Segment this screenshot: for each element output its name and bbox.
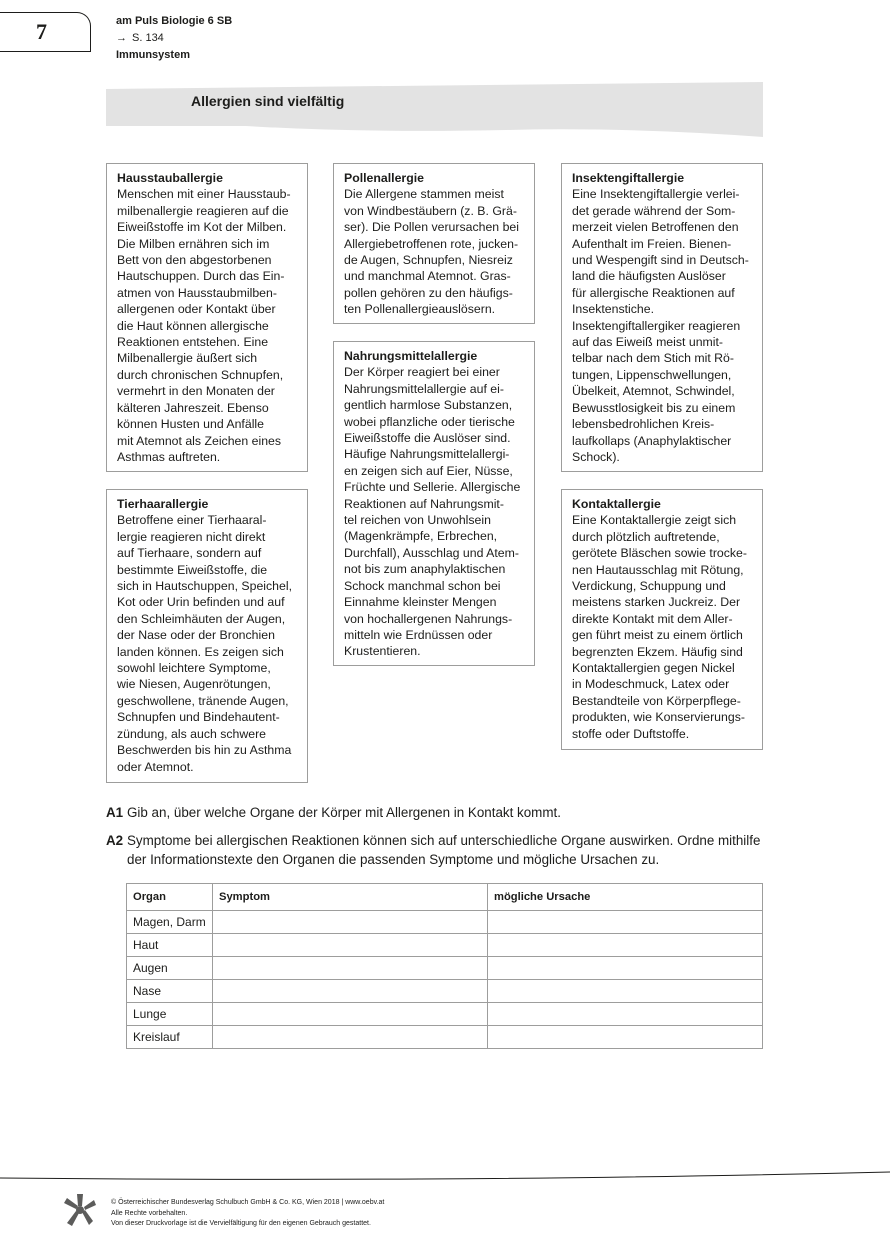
info-box-tierhaar (106, 489, 308, 783)
text-line: auf das Eiweiß meist unmit- (572, 335, 724, 350)
text-line: ten Pollenallergieauslösern. (344, 302, 496, 317)
text-line: Allergiebetroffenen rote, jucken- (344, 236, 519, 251)
text-line: durch chronischen Schnupfen, (117, 367, 284, 382)
text-line: Häufige Nahrungsmittelallergi- (344, 447, 510, 462)
table-row (127, 934, 763, 957)
text-line: Bestandteile von Körperpflege- (572, 693, 741, 708)
text-line: atmen von Hausstaubmilben- (117, 285, 277, 300)
text-line: mitteln wie Erdnüssen oder (344, 627, 493, 642)
text-line: zündung, als auch schwere (117, 726, 267, 741)
task-text: Symptome bei allergischen Reaktionen können sich auf unterschiedliche Organe auswirken. Ordne mithilfe der Informationstexte den Organen die passenden Symptome und mögliche Ursachen zu. (127, 833, 761, 867)
text-line: stoffe oder Duftstoffe. (572, 726, 690, 741)
text-line: wobei pflanzliche oder tierische (344, 414, 515, 429)
ursache-cell[interactable] (488, 980, 763, 1003)
organ-cell: Haut (127, 934, 213, 957)
text-line: direkte Kontakt mit dem Aller- (572, 611, 733, 626)
ursache-cell[interactable] (488, 1026, 763, 1049)
info-box-heading: Tierhaarallergie (117, 497, 209, 511)
footer-copyright: © Österreichischer Bundesverlag Schulbuch GmbH & Co. KG, Wien 2018 | www.oebv.at (111, 1199, 385, 1206)
symptom-cell[interactable] (213, 980, 488, 1003)
table-row (127, 957, 763, 980)
task-a1 (106, 803, 766, 822)
page-title: Allergien sind vielfältig (191, 93, 345, 109)
text-line: gentlich harmlose Substanzen, (344, 398, 513, 413)
text-line: durch plötzlich auftretende, (572, 529, 720, 544)
title-band-shape (106, 82, 763, 137)
text-line: Krustentieren. (344, 644, 421, 659)
text-line: pollen gehören zu den häufigs- (344, 285, 513, 300)
text-line: milbenallergie reagieren auf die (117, 203, 289, 218)
text-line: ser). Die Pollen verursachen bei (344, 220, 519, 235)
text-line: den Schleimhäuten der Augen, (117, 611, 286, 626)
table-row (127, 1026, 763, 1049)
text-line: für allergische Reaktionen auf (572, 285, 735, 300)
ursache-cell[interactable] (488, 957, 763, 980)
text-line: sich in Hautschuppen, Speichel, (117, 579, 292, 594)
text-line: geschwollene, tränende Augen, (117, 693, 289, 708)
text-line: telbar nach dem Stich mit Rö- (572, 351, 734, 366)
text-line: Betroffene einer Tierhaaral- (117, 513, 267, 528)
text-line: Kontaktallergien gegen Nickel (572, 661, 735, 676)
info-box-body (572, 186, 754, 465)
text-line: det gerade während der Som- (572, 203, 736, 218)
text-line: Der Körper reagiert bei einer (344, 365, 500, 380)
text-line: Eine Insektengiftallergie verlei- (572, 187, 740, 202)
text-line: not bis zum anaphylaktischen (344, 562, 506, 577)
page-number-tab (0, 12, 91, 52)
footer-divider (0, 1168, 890, 1188)
info-box-pollen (333, 163, 535, 324)
info-box-heading: Pollenallergie (344, 171, 424, 185)
text-line: Hautschuppen. Durch das Ein- (117, 269, 285, 284)
ursache-cell[interactable] (488, 911, 763, 934)
text-line: tel reichen von Unwohlsein (344, 513, 491, 528)
symptom-cell[interactable] (213, 957, 488, 980)
text-line: Aufenthalt im Freien. Bienen- (572, 236, 732, 251)
text-line: Insektenstiche. (572, 302, 655, 317)
text-line: Insektengiftallergiker reagieren (572, 318, 741, 333)
text-line: tungen, Lippenschwellungen, (572, 367, 732, 382)
column-header-symptom: Symptom (213, 884, 488, 911)
text-line: Reaktionen entstehen. Eine (117, 335, 269, 350)
text-line: von hochallergenen Nahrungs- (344, 611, 513, 626)
text-line: gerötete Bläschen sowie trocke- (572, 546, 747, 561)
text-line: wie Niesen, Augenrötungen, (117, 677, 271, 692)
symptom-cell[interactable] (213, 1003, 488, 1026)
text-line: Milbenallergie äußert sich (117, 351, 258, 366)
text-line: in Modeschmuck, Latex oder (572, 677, 730, 692)
text-line: Verdickung, Schuppung und (572, 579, 726, 594)
text-line: Schnupfen und Bindehautent- (117, 710, 280, 725)
info-box-body (117, 186, 299, 465)
publisher-logo-icon (64, 1194, 96, 1226)
text-line: Reaktionen auf Nahrungsmit- (344, 496, 504, 511)
text-line: und manchmal Atemnot. Gras- (344, 269, 511, 284)
text-line: und Wespengift sind in Deutsch- (572, 253, 749, 268)
text-line: bestimmte Eiweißstoffe, die (117, 562, 268, 577)
text-line: Bewusstlosigkeit bis zu einem (572, 400, 736, 415)
text-line: laufkollaps (Anaphylaktischer (572, 433, 732, 448)
ursache-cell[interactable] (488, 934, 763, 957)
footer-rights: Alle Rechte vorbehalten. (111, 1209, 188, 1217)
text-line: Schock manchmal schon bei (344, 578, 501, 593)
task-a2 (106, 831, 766, 869)
text-line: begrenzten Ekzem. Häufig sind (572, 644, 743, 659)
chapter-title: Immunsystem (116, 49, 190, 61)
organ-cell: Kreislauf (127, 1026, 213, 1049)
organ-cell: Lunge (127, 1003, 213, 1026)
text-line: lergie reagieren nicht direkt (117, 529, 266, 544)
text-line: produkten, wie Konservierungs- (572, 710, 745, 725)
text-line: meistens starken Juckreiz. Der (572, 595, 741, 610)
task-label: A2 (106, 833, 124, 848)
page-reference-text: S. 134 (132, 32, 164, 44)
text-line: Durchfall), Ausschlag und Atem- (344, 545, 519, 560)
text-line: vermehrt in den Monaten der (117, 384, 275, 399)
book-title: am Puls Biologie 6 SB (116, 15, 233, 27)
text-line: Bett von den abgestorbenen (117, 253, 272, 268)
info-box-body (344, 364, 526, 659)
text-line: landen können. Es zeigen sich (117, 644, 284, 659)
ursache-cell[interactable] (488, 1003, 763, 1026)
text-line: Die Allergene stammen meist (344, 187, 504, 202)
text-line: Eiweißstoffe im Kot der Milben. (117, 220, 287, 235)
text-line: Einnahme kleinster Mengen (344, 595, 497, 610)
text-line: mit Atemnot als Zeichen eines (117, 433, 282, 448)
info-box-nahrung (333, 341, 535, 666)
task-text: Gib an, über welche Organe der Körper mit Allergenen in Kontakt kommt. (127, 805, 561, 820)
organ-cell: Magen, Darm (127, 911, 213, 934)
column-header-ursache: mögliche Ursache (488, 884, 763, 911)
text-line: (Magenkrämpfe, Erbrechen, (344, 529, 498, 544)
text-line: nen Hautausschlag mit Rötung, (572, 562, 744, 577)
info-box-heading: Kontaktallergie (572, 497, 661, 511)
text-line: Die Milben ernähren sich im (117, 236, 270, 251)
text-line: Früchte und Sellerie. Allergische (344, 480, 521, 495)
text-line: land die häufigsten Auslöser (572, 269, 726, 284)
info-box-body (572, 512, 754, 742)
text-line: de Augen, Schnupfen, Niesreiz (344, 253, 513, 268)
info-box-body (117, 512, 299, 775)
table-row (127, 1003, 763, 1026)
table-row (127, 911, 763, 934)
text-line: Asthmas auftreten. (117, 449, 221, 464)
page-number: 7 (36, 19, 47, 44)
text-line: kälteren Jahreszeit. Ebenso (117, 400, 269, 415)
text-line: allergenen oder Kontakt über (117, 302, 276, 317)
text-line: können Husten und Anfälle (117, 417, 264, 432)
table-header-row (127, 884, 763, 911)
text-line: Nahrungsmittelallergie auf ei- (344, 381, 504, 396)
title-band (106, 82, 763, 137)
table-row (127, 980, 763, 1003)
text-line: Eine Kontaktallergie zeigt sich (572, 513, 737, 528)
info-box-body (344, 186, 526, 317)
text-line: Schock). (572, 449, 620, 464)
text-line: lebensbedrohlichen Kreis- (572, 417, 715, 432)
text-line: merzeit vielen Betroffenen den (572, 220, 739, 235)
text-line: oder Atemnot. (117, 759, 194, 774)
page-reference (116, 30, 232, 47)
text-line: Eiweißstoffe die Auslöser sind. (344, 431, 511, 446)
organ-cell: Augen (127, 957, 213, 980)
text-line: auf Tierhaare, sondern auf (117, 546, 262, 561)
text-line: gen führt meist zu einem örtlich (572, 628, 743, 643)
symptom-cell[interactable] (213, 934, 488, 957)
text-line: en zeigen sich auf Eier, Nüsse, (344, 463, 513, 478)
text-line: sowohl leichtere Symptome, (117, 661, 271, 676)
info-box-heading: Nahrungsmittelallergie (344, 349, 478, 363)
text-line: der Nase oder der Bronchien (117, 628, 275, 643)
arrow-right-icon: → (116, 32, 127, 44)
text-line: von Windbestäubern (z. B. Grä- (344, 203, 517, 218)
text-line: die Haut können allergische (117, 318, 269, 333)
organ-cell: Nase (127, 980, 213, 1003)
info-box-insekt (561, 163, 763, 472)
text-line: Beschwerden bis hin zu Asthma (117, 743, 292, 758)
footer-text (111, 1198, 384, 1230)
info-box-hausstaub (106, 163, 308, 472)
column-header-organ: Organ (127, 884, 213, 911)
info-box-kontakt (561, 489, 763, 750)
task-label: A1 (106, 805, 124, 820)
footer-license: Von dieser Druckvorlage ist die Vervielfältigung für den eigenen Gebrauch gestattet. (111, 1220, 371, 1227)
header-meta (116, 13, 232, 64)
info-box-heading: Insektengiftallergie (572, 171, 685, 185)
text-line: Übelkeit, Atemnot, Schwindel, (572, 384, 735, 399)
text-line: Menschen mit einer Hausstaub- (117, 187, 291, 202)
organ-table (126, 883, 763, 1049)
symptom-cell[interactable] (213, 911, 488, 934)
info-box-heading: Hausstauballergie (117, 171, 223, 185)
organ-table-wrap (126, 883, 763, 1049)
text-line: Kot oder Urin befinden und auf (117, 595, 285, 610)
symptom-cell[interactable] (213, 1026, 488, 1049)
